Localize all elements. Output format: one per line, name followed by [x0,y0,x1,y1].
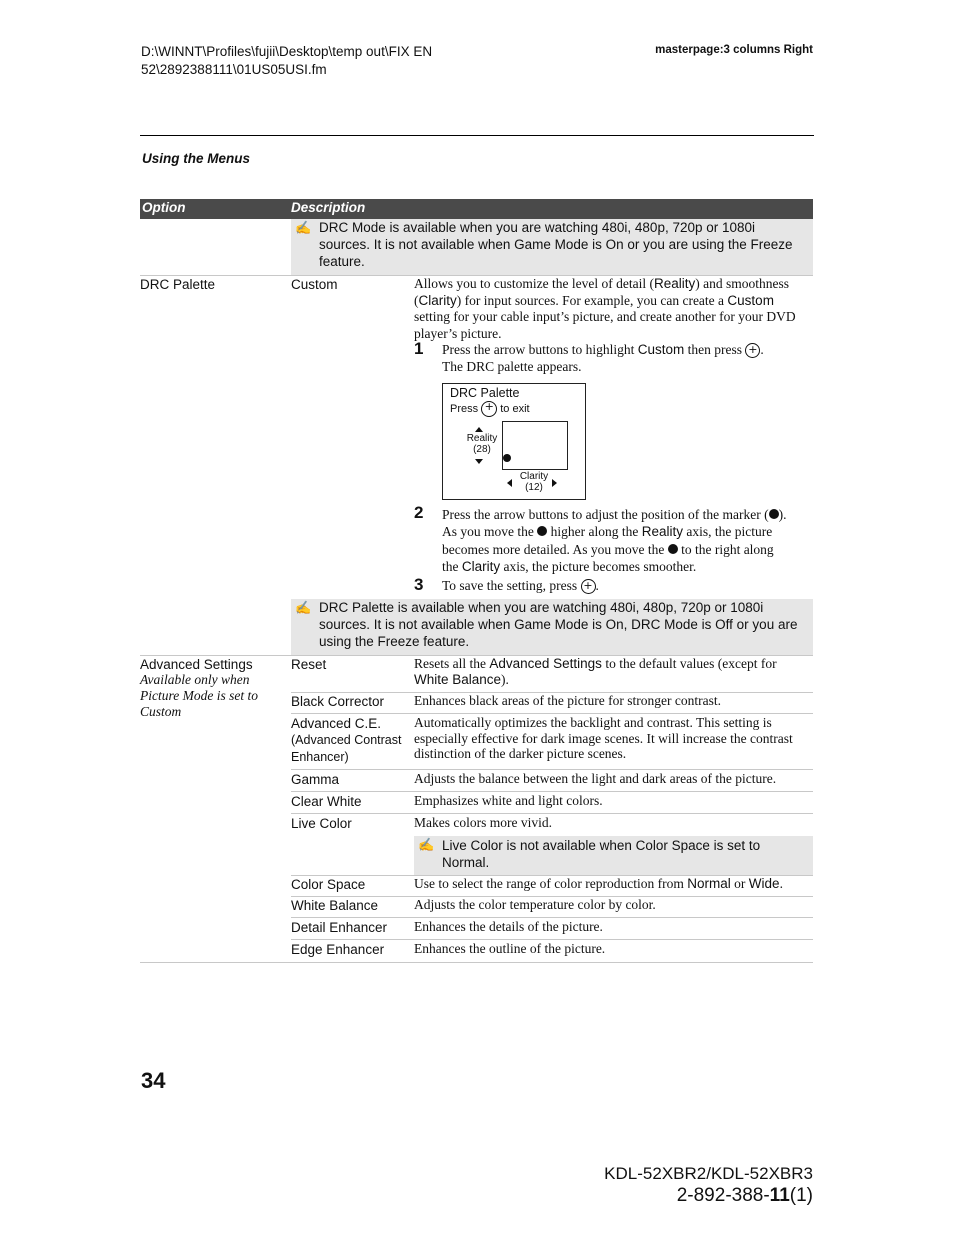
row-divider [291,813,813,814]
desc-term: Wide [748,876,780,891]
step-3-text: To save the setting, press + . [442,578,810,595]
page-number: 34 [141,1068,166,1093]
desc-text: ) and smoothness ( [414,276,789,308]
step-text: becomes more detailed. As you move the [442,541,665,557]
sub-option-gamma: Gamma [291,772,340,787]
condition-line: Available only when [140,672,250,687]
desc-text: Allows you to customize the level of detail ( [414,276,654,291]
advanced-settings-condition [140,672,258,720]
desc-text: Use to select the range of color reproduction from [414,876,688,891]
sub-option-black-corrector: Black Corrector [291,694,385,709]
column-header-option: Option [142,200,186,215]
sub-option-edge-enhancer: Edge Enhancer [291,942,385,957]
step-term: Reality [641,524,683,540]
note-pencil-icon: ✍ [418,837,435,852]
desc-text: setting for your cable input’s picture, and create another for your DVD player’s picture. [414,309,796,341]
file-path-header [141,43,432,79]
doc-number-prefix: 2-892-388- [676,1185,770,1206]
black-corrector-description: Enhances black areas of the picture for stronger contrast. [414,693,721,708]
detail-enhancer-description: Enhances the details of the picture. [414,919,603,934]
note-pencil-icon: ✍ [295,220,312,235]
marker-dot-icon [668,544,678,554]
marker-dot-icon [769,509,779,519]
arrow-right-icon [552,479,557,487]
sub-option-custom: Custom [291,277,338,292]
reality-label: Reality [466,433,498,444]
palette-exit: to exit [500,402,530,415]
doc-number-bold: 11 [769,1185,790,1206]
advanced-ce-sub: (Advanced Contrast [291,733,402,747]
gamma-description: Adjusts the balance between the light and dark areas of the picture. [414,771,777,786]
document-number [677,1185,813,1207]
desc-text: Resets all the [414,656,490,671]
file-path-line-2: 52\2892388111\01US05USI.fm [141,62,327,77]
sub-option-advanced-ce: Advanced C.E. [291,716,382,731]
model-number: KDL-52XBR2/KDL-52XBR3 [604,1164,813,1183]
step-text: As you move the [442,524,534,540]
step-text: axis, the picture [683,524,773,540]
step-text: axis, the picture becomes smoother. [500,558,697,574]
desc-term: Clarity [418,292,457,308]
desc-text: ). [501,671,509,687]
step-term: Clarity [461,558,501,574]
desc-term: Advanced Settings [489,656,602,671]
desc-term: Normal [687,876,731,891]
row-divider [291,713,813,714]
white-balance-description: Adjusts the color temperature color by color. [414,897,656,912]
condition-line: Custom [140,704,182,719]
palette-grid [502,421,568,470]
column-header-description: Description [291,200,366,215]
enter-button-icon [481,401,497,417]
drc-palette-illustration [442,383,586,500]
row-divider [291,769,813,770]
sub-option-clear-white: Clear White [291,794,362,809]
row-divider [291,939,813,940]
note-drc-mode [291,219,813,275]
doc-number-suffix: (1) [789,1185,813,1206]
edge-enhancer-description: Enhances the outline of the picture. [414,941,606,956]
note-text: DRC Mode is available when you are watching 480i, 480p, 720p or 1080i sources. It is not available when Game Mode is On or you are using the Freeze feature. [319,220,793,269]
step-1-text: Press the arrow buttons to highlight Custom then press + . The DRC palette appears. [442,342,810,375]
clarity-value: (12) [525,482,543,493]
desc-text: to the default values (except for [601,656,777,671]
step-text: higher along the [550,524,642,540]
note-pencil-icon: ✍ [295,600,312,615]
row-divider [291,791,813,792]
table-bottom-rule [140,962,813,963]
palette-reality-label [463,433,501,455]
sub-option-reset: Reset [291,657,327,672]
step-text: to the right along [681,541,774,557]
step-text: the [442,558,462,574]
palette-marker [503,454,511,462]
reality-value: (28) [473,444,491,455]
step-2-text [442,506,810,575]
table-header [140,199,813,219]
palette-title: DRC Palette [450,386,520,400]
row-divider [291,917,813,918]
sub-option-detail-enhancer: Detail Enhancer [291,920,388,935]
sub-option-color-space: Color Space [291,877,366,892]
desc-text: ) for input sources. For example, you can create a [456,292,728,308]
step-text: then press [684,342,743,357]
desc-term: White Balance [414,671,502,687]
arrow-up-icon [475,427,483,432]
palette-press: Press [450,402,479,415]
reset-description [414,656,810,687]
advanced-ce-full-name [291,732,401,766]
option-drc-palette: DRC Palette [140,277,216,292]
advanced-ce-description: Automatically optimizes the backlight and contrast. This setting is especially effective for dark image scenes. It will increase the contrast distinction of the darker picture scenes. [414,715,793,761]
drc-palette-description [414,276,806,342]
arrow-down-icon [475,459,483,464]
sub-option-white-balance: White Balance [291,898,379,913]
note-text: DRC Palette is available when you are watching 480i, 480p, 720p or 1080i sources. It is not available when Game Mode is On, DRC Mode is Off or you are using the Freeze feature. [319,600,798,649]
section-title: Using the Menus [142,151,251,166]
step-text: ). [778,507,787,522]
desc-text: . [779,876,783,891]
step-text: The DRC palette appears. [442,358,582,374]
note-text: Live Color is not available when Color Space is set to Normal. [442,838,761,870]
enter-button-icon [581,579,596,594]
clear-white-description: Emphasizes white and light colors. [414,793,603,808]
color-space-description [414,876,810,893]
enter-button-icon [745,343,760,358]
step-text: Press the arrow buttons to adjust the position of the marker ( [442,507,769,522]
sub-option-live-color: Live Color [291,816,352,831]
file-path-line-1: D:\WINNT\Profiles\fujii\Desktop\temp out\FIX EN [141,44,433,59]
step-term: Custom [637,342,685,357]
step-number: 2 [414,503,424,522]
masterpage-label: masterpage:3 columns Right [655,44,813,56]
step-text: Press the arrow buttons to highlight [442,342,638,357]
palette-exit-hint [450,401,530,417]
header-rule [140,135,814,136]
desc-text: or [730,876,749,891]
step-number: 3 [414,575,424,594]
option-advanced-settings: Advanced Settings [140,657,253,672]
desc-term: Reality [653,276,696,291]
step-text: To save the setting, press [442,578,578,593]
note-drc-palette [291,599,813,655]
desc-term: Custom [727,292,774,308]
advanced-ce-sub: Enhancer) [291,750,349,764]
condition-line: Picture Mode is set to [140,688,258,703]
note-live-color [414,836,813,875]
marker-dot-icon [537,526,547,536]
clarity-label: Clarity [519,471,549,482]
step-number: 1 [414,339,424,358]
live-color-description: Makes colors more vivid. [414,815,552,830]
